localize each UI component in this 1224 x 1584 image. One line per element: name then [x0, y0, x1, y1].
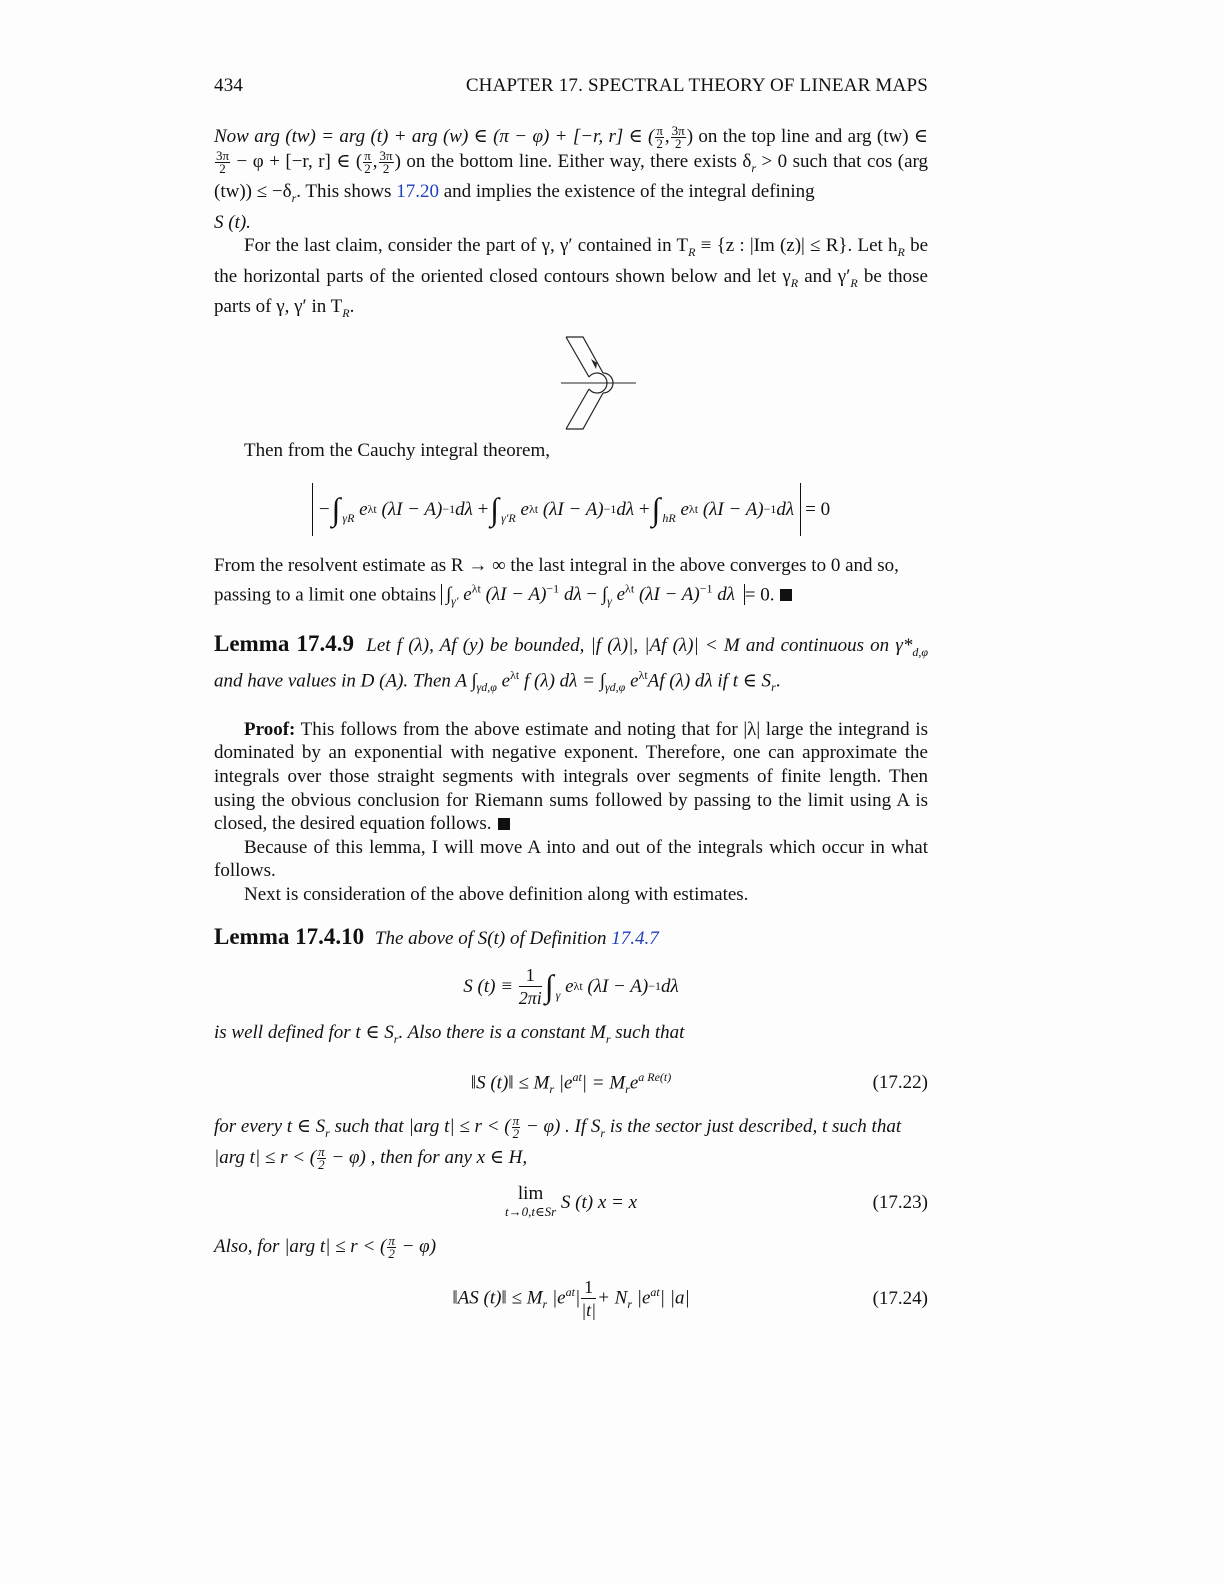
paragraph-resolvent: From the resolvent estimate as R → ∞ the last integral in the above converges to 0 and so, passing to a limit one obtains $\int_{\gamma'}$ $e^{\lambda t}$ $(\lambda I - A)^{-1}$ $d\lambda - \int_\gamma$ $e^{\lambda t}$ $(\lambda I - A)^{-1}$ dλ = 0.	[214, 555, 899, 609]
paragraph-next: Next is consideration of the above definition along with estimates.	[244, 884, 749, 906]
equation-cauchy: − ∫ $_{\gamma R}$ e λt (λI − A) −1 dλ + ∫ $_{\gamma'R}$ e λt (λI − A) −1 dλ + ∫ $_{hR}$ e λt (λI − A) −1 dλ = 0	[214, 483, 928, 537]
page	[214, 74, 928, 1337]
equation-number: (17.22)	[872, 1072, 928, 1094]
page-number: 434	[214, 75, 244, 96]
contour-diagram	[561, 335, 641, 433]
fraction: $\frac{3\pi}{2}$	[216, 147, 230, 176]
lemma-17-4-10: Lemma 17.4.10 The above of S(t) of Definition 17.4.7 S (t) ≡ $\frac{1}{2\pi i}$ ∫ $_\gamma$ e λt (λI − A) −1 dλ is well defined for t ∈ $S_r$. Also there is a constant $M_r$ such that ‖S (t)‖ ≤ $M_r$ $|e^{at}| = M_re^{a Re(t)}$ (17.22) for every t ∈ $S_r$ such that |arg t| ≤ r < ( $\frac{\pi}{2}$ − φ) . If $S_r$ is the sector just described, t such that |arg t| ≤ r < ( $\frac{\pi}{2}$ − φ) , then for any x ∈ H, lim t→0,t∈Sr S (t) x = x (17.23) Also, for |arg t| ≤ r < ( $\frac{\pi}{2}$ − φ) ‖AS (t)‖ ≤ $M_r$ $|e^{at}|$ $\frac{1}{|t|}$ + $N_r$ $|e^{at}|$ |a| (17.24)	[214, 923, 928, 1321]
paragraph-arg: Now arg (tw) = arg (t) + arg (w) ∈ (π − φ) + [−r, r] ∈ ( $\frac{\pi}{2}$ , $\frac{3\pi}{2}$ ) on the top line and arg (tw) ∈ $\frac{3\pi}{2}$ − φ + [−r, r] ∈ ( $\frac{\pi}{2}$ , $\frac{3\pi}{2}$ ) on the bottom line. Either way, there exists $\delta_r > 0$ such that cos (arg $(tw)) \le -\delta_r$. This shows 17.20 and implies the existence of the integral defining S (t).	[214, 122, 928, 233]
qed-square	[780, 589, 792, 601]
running-header	[214, 74, 928, 98]
lemma-17-4-9: Lemma 17.4.9 Let f (λ), Af (y) be bounded, |f (λ)|, |Af (λ)| < M and continuous on $\gamma*_{d,\varphi}$ and have values in D (A). Then A $\int_{\gamma d,\varphi}$ $e^{\lambda t}$ f (λ) $d\lambda = \int_{\gamma d,\varphi}$ $e^{\lambda t}Af$ (λ) dλ if t ∈ $S_r$.	[214, 630, 929, 695]
paragraph-last-claim: For the last claim, consider the part of γ, γ′ contained in $T_R \equiv \{z$ : |Im (z)| ≤ R}. Let $h_R$ be the horizontal parts of the oriented closed contours shown below and let $\gamma_R$ and $\gamma'_R$ be those parts of γ, γ′ in $T_R$.	[214, 235, 929, 320]
equation-17-23: lim t→0,t∈Sr S (t) x = x (17.23)	[504, 1182, 928, 1219]
equation-number: (17.23)	[872, 1192, 928, 1214]
equation-definition: S (t) ≡ $\frac{1}{2\pi i}$ ∫ $_\gamma$ e λt (λI − A) −1 dλ	[463, 965, 679, 1009]
proof-label: Proof:	[244, 718, 296, 740]
chapter-title: CHAPTER 17. SPECTRAL THEORY OF LINEAR MAPS	[465, 75, 928, 96]
fraction: $\frac{3\pi}{2}$	[379, 147, 393, 176]
contour-figure	[214, 335, 928, 433]
qed-square	[498, 818, 510, 830]
fraction: $\frac{3\pi}{2}$	[671, 122, 685, 151]
fraction: $\frac{\pi}{2}$	[656, 122, 663, 151]
definition-ref-link[interactable]: 17.4.7	[611, 927, 659, 949]
lemma-title: Lemma 17.4.10	[214, 923, 365, 949]
paragraph-move-a: Because of this lemma, I will move A into and out of the integrals which occur in what follows.	[214, 836, 928, 882]
paragraph-cauchy: Then from the Cauchy integral theorem,	[244, 440, 551, 462]
equation-17-24: ‖AS (t)‖ ≤ $M_r$ $|e^{at}|$ $\frac{1}{|t|}$ + $N_r$ $|e^{at}|$ |a| (17.24)	[452, 1277, 928, 1321]
equation-17-22: ‖S (t)‖ ≤ $M_r$ $|e^{at}| = M_re^{a Re(t)}$ (17.22)	[470, 1069, 928, 1096]
equation-ref-link[interactable]: 17.20	[396, 181, 439, 203]
lemma-title: Lemma 17.4.9	[214, 630, 355, 656]
fraction: $\frac{\pi}{2}$	[364, 147, 371, 176]
proof-paragraph: Proof: This follows from the above estimate and noting that for |λ| large the integrand is dominated by an exponential with negative exponent. Therefore, one can approximate the integrals over those straight segments with integrals over segments of finite length. Then using the obvious conclusion for Riemann sums followed by passing to the limit using A is closed, the desired equation follows.	[214, 718, 928, 835]
equation-number: (17.24)	[872, 1287, 928, 1309]
